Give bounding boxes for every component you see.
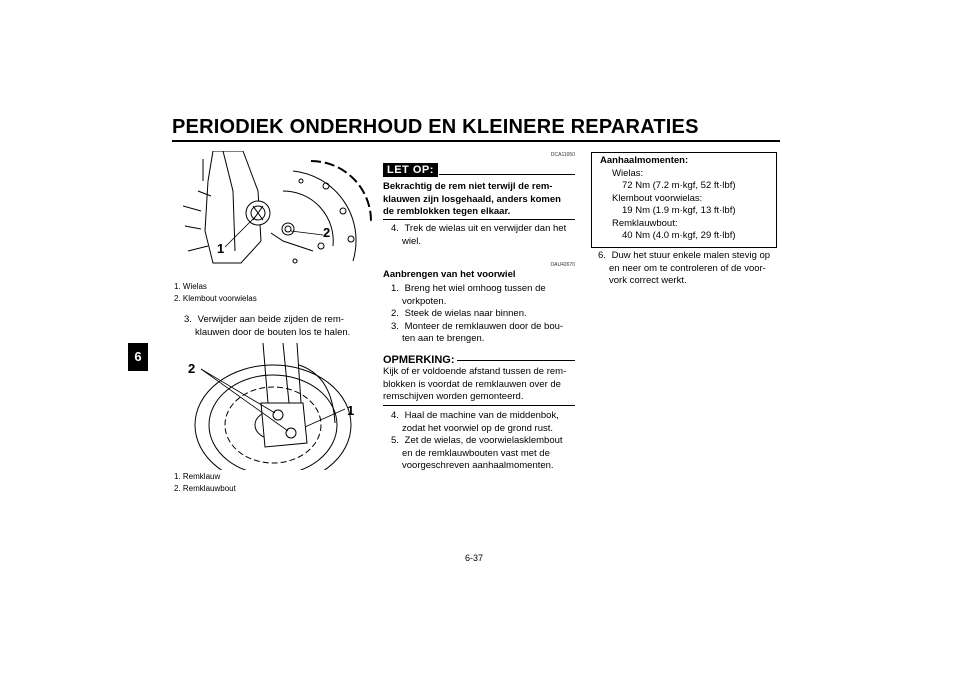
caution-label: LET OP: xyxy=(383,163,438,177)
note-text xyxy=(383,366,577,404)
figure1-caption-2: 2. Klembout voorwielas xyxy=(174,294,257,303)
step-text: Zet de wielas, de voorwielasklembout xyxy=(404,435,563,446)
caution-line: de remblokken tegen elkaar. xyxy=(383,206,511,217)
step-text: Steek de wielas naar binnen. xyxy=(404,308,527,319)
step-3-remove-calipers xyxy=(184,314,374,339)
step-text: Breng het wiel omhoog tussen de xyxy=(404,283,546,294)
caution-text xyxy=(383,181,575,219)
install-step xyxy=(391,283,577,308)
step-text-cont: wiel. xyxy=(402,235,422,247)
axle-illustration xyxy=(183,151,373,278)
torque-item xyxy=(600,168,770,193)
final-steps xyxy=(391,410,577,473)
torque-spec-box xyxy=(591,152,777,248)
step-number: 2. xyxy=(391,308,399,319)
step-text-cont: klauwen door de bouten los te halen. xyxy=(195,326,351,338)
final-step xyxy=(391,410,577,435)
step-text: Verwijder aan beide zijden de rem- xyxy=(197,314,344,325)
torque-title: Aanhaalmomenten: xyxy=(600,155,689,166)
caution-line: klauwen zijn losgehaald, anders komen xyxy=(383,193,561,205)
note-label: OPMERKING: xyxy=(383,354,455,366)
step-number: 4. xyxy=(391,223,399,234)
note-bottom-rule xyxy=(383,405,575,406)
step-text: Duw het stuur enkele malen stevig op xyxy=(611,250,771,261)
step-number: 3. xyxy=(184,314,192,325)
step-text-cont: en neer om te controleren of de voor- xyxy=(609,262,766,274)
final-step xyxy=(391,435,577,473)
note-line: Kijk of er voldoende afstand tussen de rem- xyxy=(383,366,567,377)
figure1-callout-1: 1 xyxy=(217,241,225,256)
figure1-caption-1: 1. Wielas xyxy=(174,282,207,291)
step-text: Monteer de remklauwen door de bou- xyxy=(404,320,564,332)
torque-value: 40 Nm (4.0 m·kgf, 29 ft·lbf) xyxy=(622,230,736,241)
step-text-cont: vork correct werkt. xyxy=(609,275,687,286)
torque-value: 72 Nm (7.2 m·kgf, 52 ft·lbf) xyxy=(622,180,736,191)
figure2-caption-2: 2. Remklauwbout xyxy=(174,484,236,493)
step-number: 1. xyxy=(391,283,399,294)
figure-brake-caliper xyxy=(183,343,373,470)
step-text: Trek de wielas uit en verwijder dan het xyxy=(404,223,567,234)
caution-bottom-rule xyxy=(383,219,575,220)
step-number: 3. xyxy=(391,320,399,332)
step-number: 6. xyxy=(598,250,606,261)
step-number: 4. xyxy=(391,410,399,421)
page-title: PERIODIEK ONDERHOUD EN KLEINERE REPARATIES xyxy=(172,116,699,138)
section-heading: Aanbrengen van het voorwiel xyxy=(383,269,516,280)
figure2-callout-2: 2 xyxy=(188,361,196,376)
torque-item xyxy=(600,193,770,218)
install-step xyxy=(391,308,577,321)
caution-header-rule xyxy=(439,174,575,175)
figure2-callout-1: 1 xyxy=(347,403,355,418)
torque-label: Klembout voorwielas: xyxy=(612,192,703,204)
caution-code: DCA11050 xyxy=(550,152,575,158)
note-header-rule xyxy=(457,360,575,361)
page-number: 6-37 xyxy=(465,553,484,563)
chapter-tab: 6 xyxy=(128,343,148,371)
step-text-cont: ten aan te brengen. xyxy=(402,333,485,344)
step-number: 5. xyxy=(391,435,399,446)
figure-wheel-axle xyxy=(183,151,373,278)
note-line: remschijven worden gemonteerd. xyxy=(383,391,524,402)
figure1-callout-2: 2 xyxy=(323,225,331,240)
step-text: Haal de machine van de middenbok, xyxy=(404,410,559,421)
step-text-cont: vorkpoten. xyxy=(402,295,447,307)
step-text-cont: en de remklauwbouten vast met de xyxy=(402,447,550,459)
torque-item xyxy=(600,218,770,243)
torque-label: Remklauwbout: xyxy=(612,217,678,229)
step-text-cont: voorgeschreven aanhaalmomenten. xyxy=(402,460,554,471)
section-code: DAU42670 xyxy=(550,262,575,268)
figure2-caption-1: 1. Remklauw xyxy=(174,472,221,481)
caliper-illustration xyxy=(183,343,373,470)
note-line: blokken is voordat de remklauwen over de xyxy=(383,378,561,390)
torque-value: 19 Nm (1.9 m·kgf, 13 ft·lbf) xyxy=(622,205,736,216)
note-header xyxy=(383,350,575,364)
caution-line: Bekrachtig de rem niet terwijl de rem- xyxy=(383,181,553,192)
step-text-cont: zodat het voorwiel op de grond rust. xyxy=(402,422,554,434)
step-4-remove-wheel xyxy=(391,223,577,248)
caution-header xyxy=(383,160,575,176)
title-rule xyxy=(172,140,780,142)
step-6-check-fork xyxy=(598,250,784,288)
torque-label: Wielas: xyxy=(612,167,644,179)
install-step xyxy=(391,321,577,346)
install-steps xyxy=(391,283,577,346)
